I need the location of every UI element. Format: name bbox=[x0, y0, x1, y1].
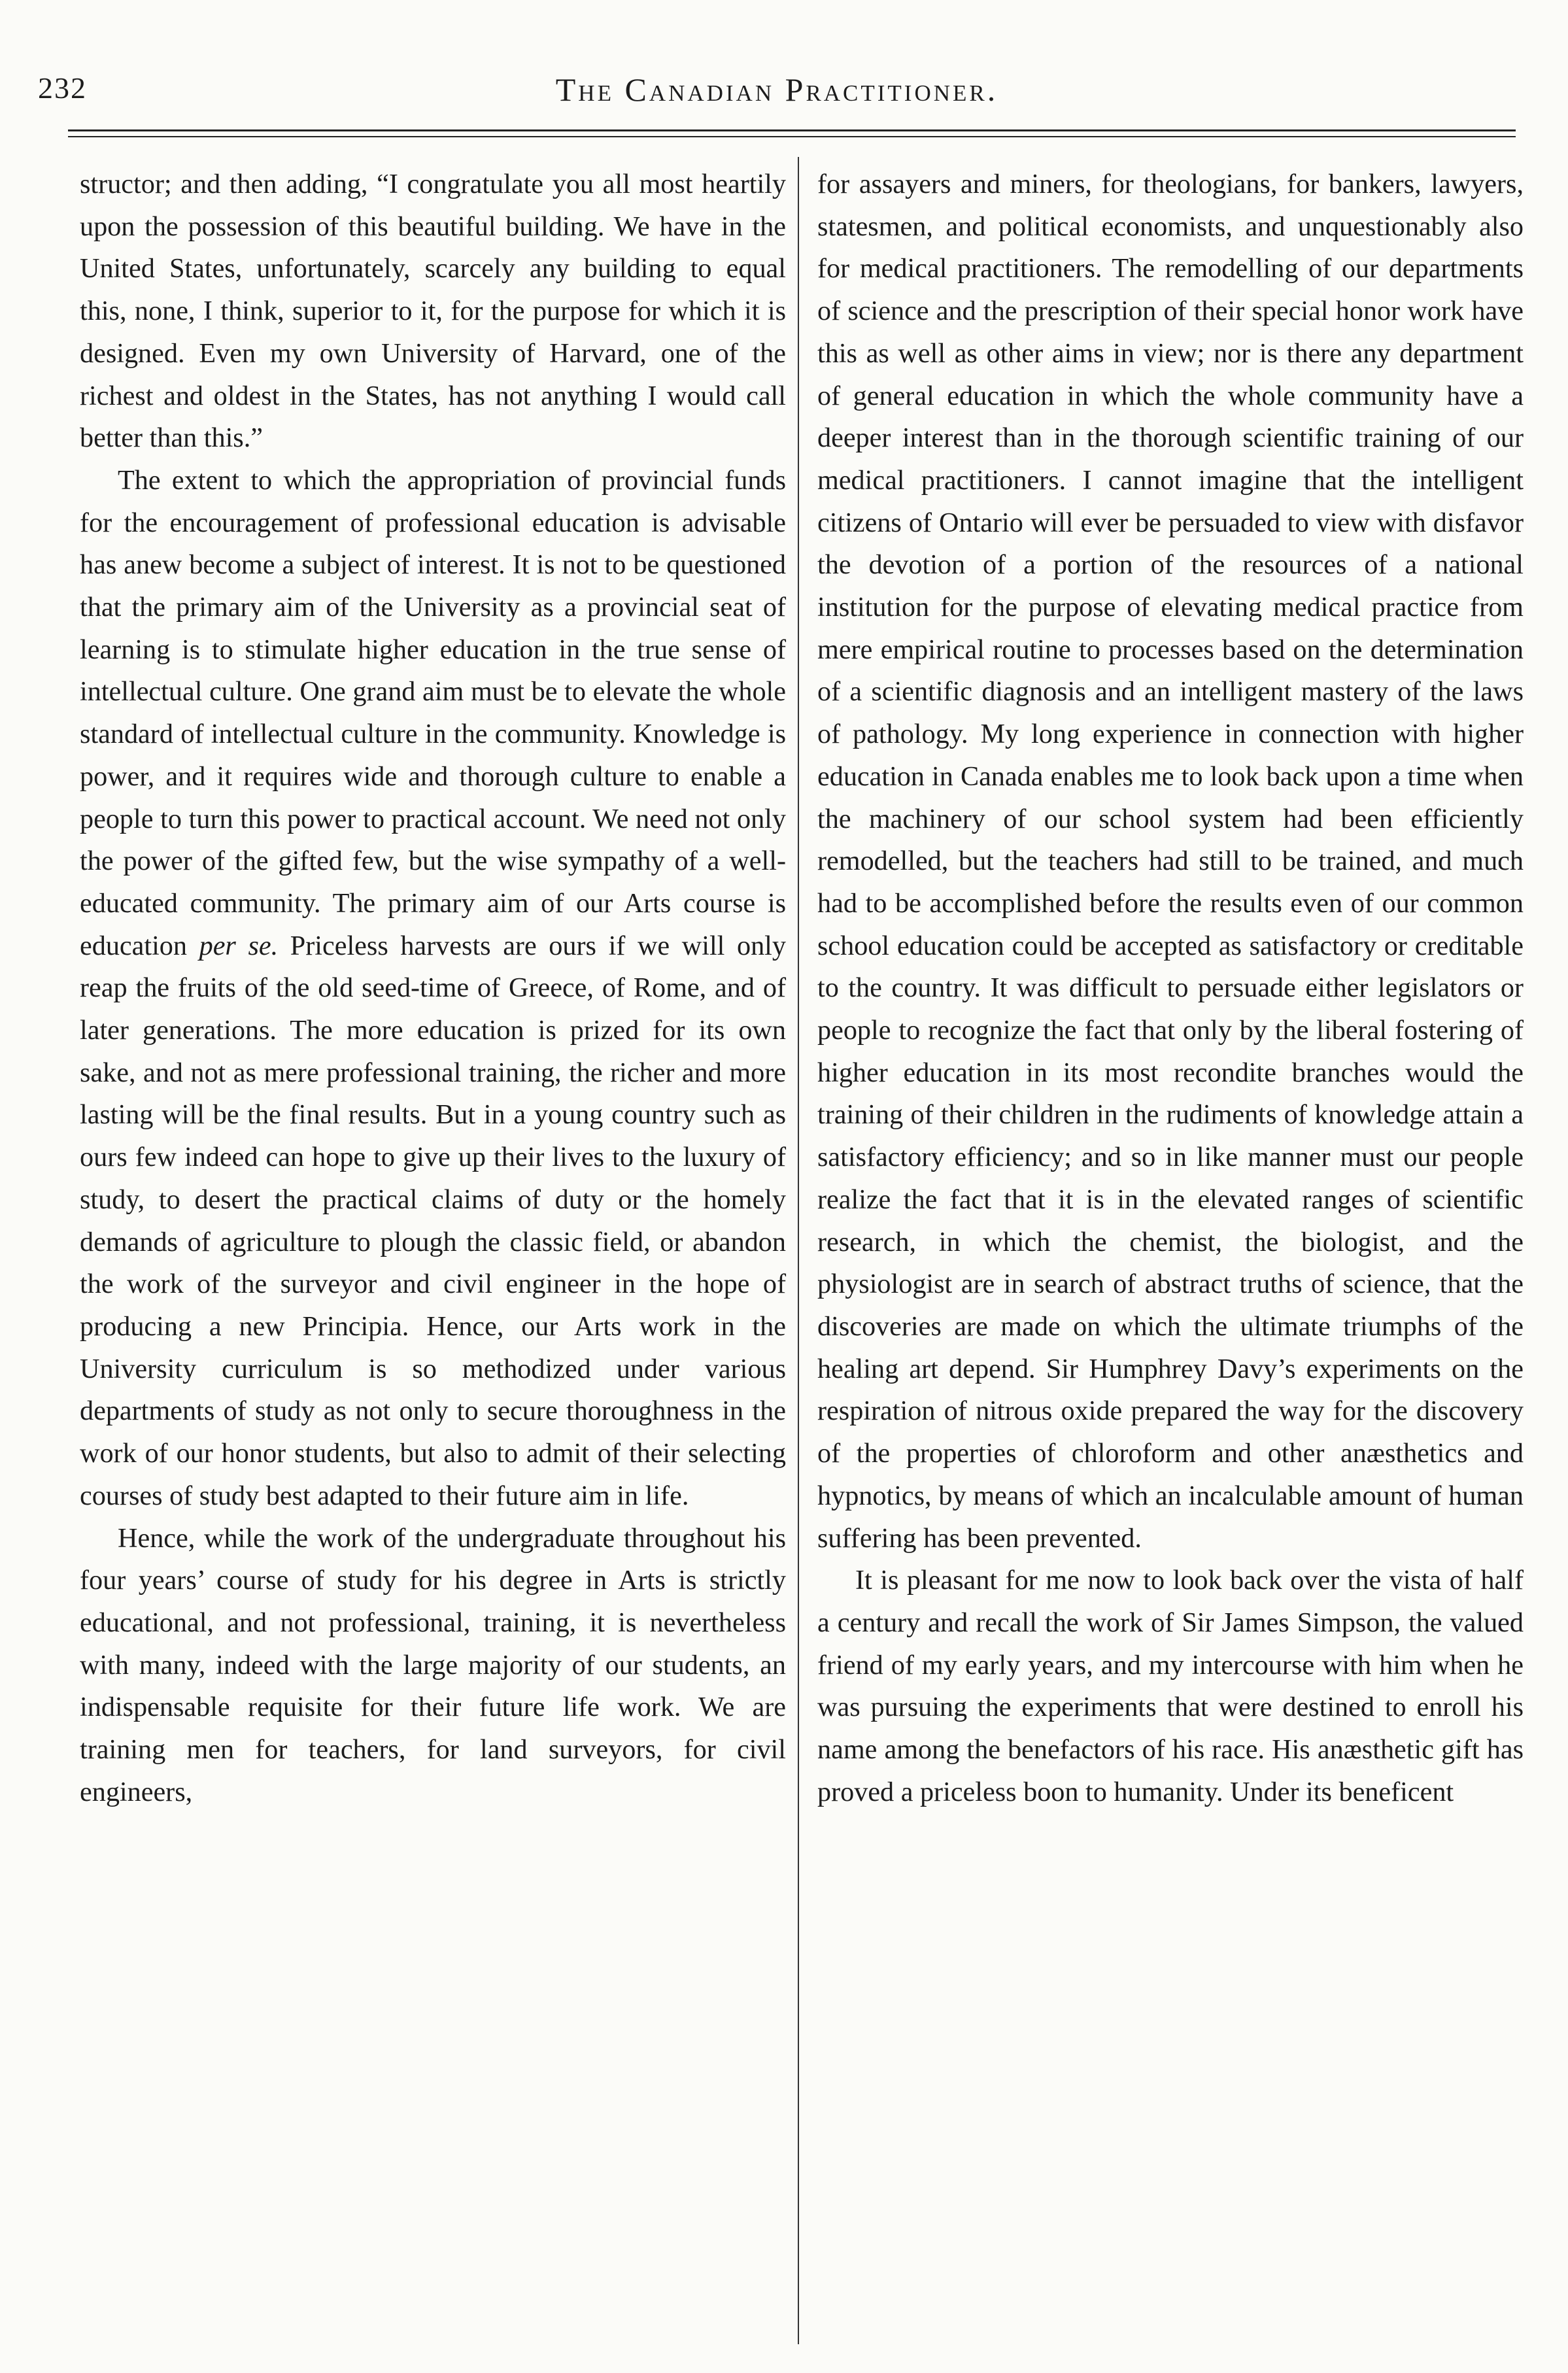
paragraph-provincial-funds bbox=[80, 460, 786, 1518]
paragraph-text: Priceless harvests are ours if we will only reap the fruits of the old seed-time of Greece, of Rome, and of later generations. The more education is prized for its own sake, and not as mere professional training, the richer and more lasting will be the final results. But in a young country such as ours few indeed can hope to give up their lives to the luxury of study, to desert the practical claims of duty or the homely demands of agriculture to plough the classic field, or abandon the work of the surveyor and civil engineer in the hope of producing a new Principia. Hence, our Arts work in the University curriculum is so methodized under various departments of study as not only to secure thoroughness in the work of our honor students, but also to admit of their selecting courses of study best adapted to their future aim in life. bbox=[80, 930, 786, 1511]
paragraph-text: The extent to which the appropriation of provincial funds for the encouragement of professional education is advisable has anew become a subject of interest. It is not to be questioned that the primary aim of the University as a provincial seat of learning is to stimulate higher education in the true sense of intellectual culture. One grand aim must be to elevate the whole standard of intellectual culture in the community. Knowledge is power, and it requires wide and thorough culture to enable a people to turn this power to practical account. We need not only the power of the gifted few, but the wise sympathy of a well-educated community. The primary aim of our Arts course is education bbox=[80, 464, 786, 961]
header-rule-bottom bbox=[68, 136, 1516, 137]
running-title: The Canadian Practitioner. bbox=[555, 71, 998, 108]
italic-phrase: per se. bbox=[199, 930, 279, 961]
paragraph-continued: for assayers and miners, for theologians, for bankers, lawyers, statesmen, and political economists, and unquestionably also for medical practitioners. The remodelling of our departments of science and the prescription of their special honor work have this as well as other aims in view; nor is there any department of general education in which the whole community have a deeper interest than in the thorough scientific training of our medical practitioners. I cannot imagine that the intelligent citizens of Ontario will ever be persuaded to view with disfavor the devotion of a portion of the resources of a national institution for the purpose of elevating medical practice from mere empirical routine to processes based on the determination of a scientific diagnosis and an intelligent mastery of the laws of pathology. My long experience in connection with higher education in Canada enables me to look back upon a time when the machinery of our school system had been efficiently remodelled, but the teachers had still to be trained, and much had to be accomplished before the results even of our common school education could be accepted as satisfactory or creditable to the country. It was difficult to persuade either legislators or people to recognize the fact that only by the liberal fostering of higher education in its most recondite branches would the training of their children in the rudiments of knowledge attain a satisfactory efficiency; and so in like manner must our people realize the fact that it is in the elevated ranges of scientific research, in which the chemist, the biologist, and the physiologist are in search of abstract truths of science, that the discoveries are made on which the ultimate triumphs of the healing art depend. Sir Humphrey Davy’s experiments on the respiration of nitrous oxide prepared the way for the discovery of the properties of chloroform and other anæsthetics and hypnotics, by means of which an incalculable amount of human suffering has been prevented. bbox=[817, 169, 1524, 1554]
page-number: 232 bbox=[38, 71, 87, 105]
header-rule-top bbox=[68, 129, 1516, 131]
left-column bbox=[80, 163, 786, 1813]
paragraph-simpson: It is pleasant for me now to look back over the vista of half a century and recall the work of Sir James Simpson, the valued friend of my early years, and my intercourse with him when he was pursuing the experiments that were destined to enroll his name among the benefactors of his race. His anæsthetic gift has proved a priceless boon to humanity. Under its beneficent bbox=[817, 1565, 1524, 1807]
column-divider bbox=[798, 157, 799, 2344]
paragraph-continued: structor; and then adding, “I congratulate you all most heartily upon the possession of this beautiful building. We have in the United States, unfortunately, scarcely any building to equal this, none, I think, superior to it, for the purpose for which it is designed. Even my own University of Harvard, one of the richest and oldest in the States, has not anything I would call better than this.” bbox=[80, 169, 786, 454]
right-column bbox=[817, 163, 1524, 1813]
page-header bbox=[38, 58, 1516, 110]
paragraph-undergraduate: Hence, while the work of the undergraduate throughout his four years’ course of study for his degree in Arts is strictly educational, and not professional, training, it is nevertheless with many, indeed with the large majority of our students, an indispensable requisite for their future life work. We are training men for teachers, for land surveyors, for civil engineers, bbox=[80, 1522, 786, 1807]
